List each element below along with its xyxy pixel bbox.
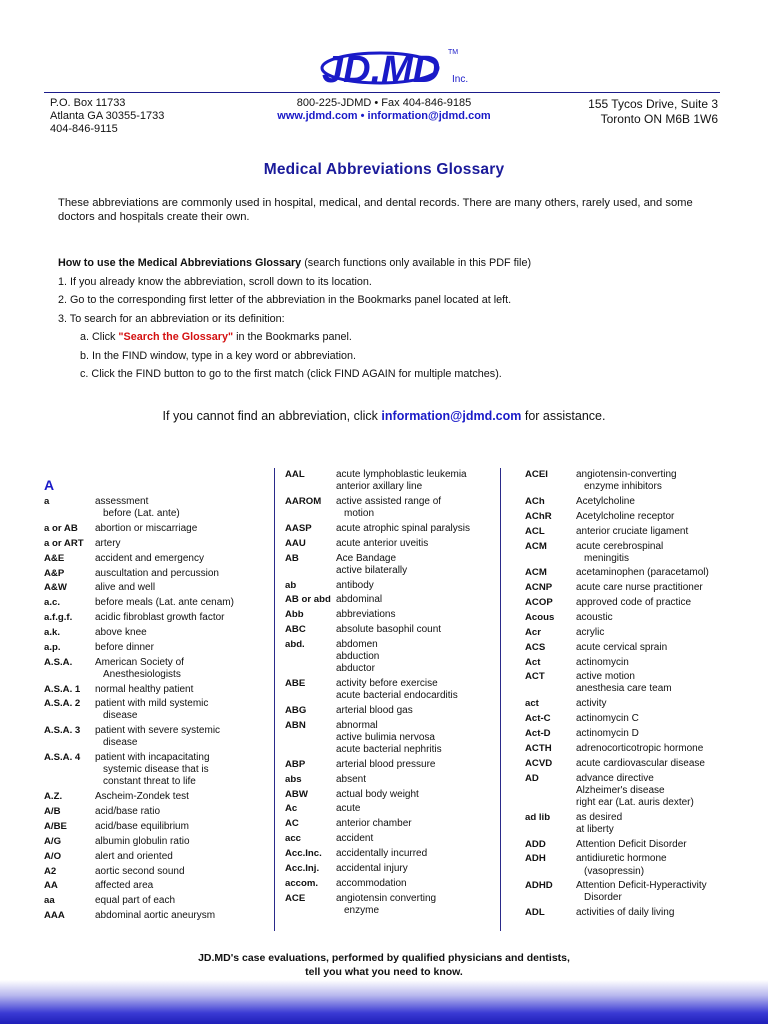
definition-line: Acetylcholine — [576, 495, 635, 507]
definition — [336, 803, 360, 815]
abbreviation: AAA — [44, 910, 65, 922]
definition — [336, 678, 458, 702]
definition-line: affected area — [95, 880, 154, 892]
address-line: Atlanta GA 30355-1733 — [50, 110, 165, 122]
definition — [576, 657, 629, 669]
definition-line: Anesthesiologists — [103, 668, 181, 680]
definition-line: actinomycin D — [576, 728, 639, 740]
definition-line: Acetylcholine receptor — [576, 510, 675, 522]
definition-line: acid/base equilibrium — [95, 821, 189, 833]
definition-line: antibody — [336, 579, 374, 591]
definition — [95, 597, 234, 609]
definition — [576, 812, 622, 836]
assistance-line — [0, 409, 768, 423]
abbreviation: ad lib — [525, 811, 551, 823]
header-contact — [220, 97, 548, 123]
definition-line: accident and emergency — [95, 552, 204, 564]
definition-line: before meals (Lat. ante cenam) — [95, 597, 234, 609]
definition-line: acute anterior uveitis — [336, 537, 429, 549]
howto-head-note: (search functions only available in this PDF file) — [301, 257, 532, 269]
abbreviation: abs — [285, 773, 302, 785]
column-divider — [274, 468, 275, 931]
definition-line: activities of daily living — [576, 907, 675, 919]
definition-line: acute bacterial nephritis — [336, 743, 442, 755]
definition-line: disease — [103, 710, 138, 722]
howto-substep: c. Click the FIND button to go to the first match (click FIND AGAIN for multiple matches). — [80, 368, 502, 380]
abbreviation: A2 — [44, 865, 57, 877]
intro-paragraph: These abbreviations are commonly used in hospital, medical, and dental records. There are many others, rarely used, and some doctors and hospitals create their own. — [58, 197, 693, 223]
definition — [576, 541, 663, 565]
howto-step: 1. If you already know the abbreviation, scroll down to its location. — [58, 275, 372, 288]
abbreviation: A/O — [44, 850, 62, 862]
abbreviation: A.S.A. 4 — [44, 752, 81, 764]
definition-line: acute cerebrospinal — [576, 540, 664, 552]
substep-a-pre: a. Click — [80, 331, 119, 343]
definition-line: actinomycin C — [576, 713, 639, 725]
abbreviation: ACNP — [525, 582, 553, 594]
howto-step: 2. Go to the corresponding first letter of the abbreviation in the Bookmarks panel located at left. — [58, 294, 512, 306]
definition-line: abdomen — [336, 638, 378, 650]
abbreviation: acc — [285, 833, 302, 845]
abbreviation: A.S.A. — [44, 656, 73, 668]
definition-line: acidic fibroblast growth factor — [95, 612, 225, 624]
footer-line: JD.MD's case evaluations, performed by qualified physicians and dentists, — [198, 952, 570, 964]
definition-line: accidental injury — [336, 862, 408, 874]
definition-line: advance directive — [576, 772, 654, 784]
howto-step: 3. To search for an abbreviation or its definition: — [58, 312, 285, 325]
definition — [336, 469, 467, 493]
abbreviation: ACOP — [525, 597, 553, 609]
definition-line: abbreviations — [336, 609, 396, 621]
definition-line: active motion — [576, 671, 635, 683]
definition — [95, 806, 160, 818]
definition-line: enzyme — [344, 904, 380, 916]
abbreviation: ABE — [285, 678, 306, 689]
address-line: P.O. Box 11733 — [50, 97, 126, 109]
abbreviation: AC — [285, 818, 299, 830]
abbreviation: Acc.Inj. — [285, 862, 320, 874]
abbreviation: ACL — [525, 525, 545, 537]
definition — [576, 597, 691, 609]
page-title: Medical Abbreviations Glossary — [263, 161, 505, 178]
definition-line: acute atrophic spinal paralysis — [336, 522, 470, 534]
definition — [576, 839, 687, 851]
abbreviation: ACVD — [525, 757, 553, 769]
footer-gradient-band — [0, 980, 768, 1024]
definition — [576, 713, 639, 725]
abbreviation: A/BE — [44, 821, 67, 833]
definition — [336, 720, 442, 756]
definition-line: (vasopressin) — [584, 865, 645, 877]
abbreviation: Act-D — [525, 728, 551, 740]
definition — [95, 627, 147, 639]
definition-line: actinomycin — [576, 656, 629, 668]
definition — [95, 895, 175, 907]
definition — [576, 743, 703, 755]
abbreviation: A/B — [44, 806, 61, 818]
abbreviation: ADHD — [525, 880, 553, 892]
abbreviation: A&E — [44, 552, 65, 564]
abbreviation: AD — [525, 772, 539, 784]
howto-head: How to use the Medical Abbreviations Glossary — [58, 257, 302, 269]
definition-line: accommodation — [336, 877, 407, 889]
address-line: 404-846-9115 — [50, 123, 118, 135]
definition — [336, 833, 373, 845]
definition — [95, 642, 154, 654]
definition-line: arterial blood pressure — [336, 758, 436, 770]
header-mailing-address — [50, 97, 164, 136]
abbreviation: Act-C — [525, 713, 551, 725]
abbreviation: ACM — [525, 540, 547, 552]
definition-line: albumin globulin ratio — [95, 835, 190, 847]
abbreviation: a.p. — [44, 641, 61, 653]
web-email-links[interactable]: www.jdmd.com • information@jdmd.com — [277, 110, 491, 122]
abbreviation: Ac — [285, 803, 298, 815]
definition-line: acute bacterial endocarditis — [336, 690, 458, 702]
definition — [95, 725, 220, 749]
definition — [336, 705, 413, 717]
definition — [336, 789, 419, 801]
abbreviation: AAL — [285, 469, 305, 480]
definition-line: acute — [336, 803, 361, 815]
definition-line: activity — [576, 698, 607, 710]
definition-line: active bulimia nervosa — [336, 731, 435, 743]
howto-substep: b. In the FIND window, type in a key word or abbreviation. — [80, 349, 357, 362]
definition — [576, 567, 709, 579]
definition — [95, 538, 121, 550]
definition — [95, 698, 208, 722]
abbreviation: ACh — [525, 495, 545, 507]
definition-line: patient with severe systemic — [95, 725, 221, 737]
definition-line: anesthesia care team — [576, 683, 672, 695]
abbreviation: AA — [44, 880, 58, 892]
definition-line: patient with incapacitating — [95, 752, 210, 764]
definition — [576, 773, 694, 809]
definition — [576, 511, 674, 523]
definition-line: actual body weight — [336, 788, 419, 800]
definition-line: acetaminophen (paracetamol) — [576, 567, 709, 579]
definition — [336, 863, 408, 875]
abbreviation: ADD — [525, 838, 546, 850]
definition-line: artery — [95, 537, 121, 549]
definition-line: accidentally incurred — [336, 847, 428, 859]
abbreviation: Acous — [525, 612, 555, 623]
definition — [576, 698, 607, 710]
definition-line: Ace Bandage — [336, 552, 397, 564]
definition — [576, 496, 635, 508]
definition-line: abortion or miscarriage — [95, 522, 198, 534]
definition — [336, 818, 412, 830]
howto-substep — [58, 328, 738, 347]
definition-line: constant threat to life — [103, 776, 196, 788]
footer-tagline — [0, 951, 768, 979]
definition-line: alert and oriented — [95, 850, 173, 862]
definition-line: before dinner — [95, 641, 154, 653]
definition-line: approved code of practice — [576, 597, 692, 609]
definition — [336, 580, 374, 592]
definition-line: angiotensin-converting — [576, 469, 677, 480]
definition-line: as desired — [576, 811, 623, 823]
abbreviation: A.S.A. 1 — [44, 683, 81, 695]
definition — [336, 553, 407, 577]
abbreviation: aa — [44, 895, 55, 907]
logo-tm: TM — [448, 49, 459, 56]
definition — [576, 880, 707, 904]
definition — [576, 627, 604, 639]
abbreviation: A.S.A. 2 — [44, 698, 81, 710]
definition — [336, 848, 427, 860]
definition-line: Attention Deficit-Hyperactivity — [576, 880, 707, 892]
logo-inc: Inc. — [452, 74, 469, 85]
definition — [336, 594, 382, 606]
howto-heading — [58, 254, 738, 273]
definition — [95, 791, 189, 803]
abbreviation: A.Z. — [44, 791, 63, 803]
definition-line: absent — [336, 773, 367, 785]
definition — [336, 523, 470, 535]
definition-line: Ascheim-Zondek test — [95, 791, 189, 803]
definition-line: assessment — [95, 496, 149, 507]
definition — [95, 612, 225, 624]
definition-line: anterior chamber — [336, 818, 412, 830]
definition-line: right ear (Lat. auris dexter) — [576, 796, 694, 808]
definition — [336, 496, 441, 520]
abbreviation: AAU — [285, 537, 306, 549]
definition-line: Attention Deficit Disorder — [576, 838, 687, 850]
abbreviation: A&P — [44, 567, 65, 579]
definition — [576, 907, 674, 919]
abbreviation: Acr — [525, 626, 541, 638]
definition — [95, 657, 184, 681]
logo-text: JD.MD — [322, 49, 441, 90]
definition — [336, 878, 407, 890]
abbreviation: A&W — [44, 582, 67, 594]
abbreviation: ACS — [525, 641, 546, 653]
abbreviation: Abb — [285, 609, 304, 621]
abbreviation: a.c. — [44, 597, 61, 609]
abbreviation: ab — [285, 579, 297, 591]
definition-line: systemic disease that is — [103, 764, 209, 776]
definition-line: acute lymphoblastic leukemia — [336, 469, 467, 480]
how-to-instructions — [58, 254, 738, 384]
definition — [576, 469, 677, 493]
abbreviation: a.f.g.f. — [44, 612, 73, 624]
definition — [336, 639, 379, 675]
search-glossary-label: "Search the Glossary" — [118, 331, 234, 343]
definition-line: anterior cruciate ligament — [576, 525, 689, 537]
abbreviation: ACEI — [525, 469, 548, 480]
address-line: Toronto ON M6B 1W6 — [600, 112, 718, 126]
jdmd-logo — [318, 44, 478, 90]
abbreviation: ABN — [285, 719, 306, 731]
definition-line: Alzheimer's disease — [576, 784, 665, 796]
definition-line: acute care nurse practitioner — [576, 582, 703, 594]
assistance-post: for assistance. — [521, 409, 606, 423]
definition-line: abnormal — [336, 719, 378, 731]
definition — [95, 880, 153, 892]
assistance-email-link[interactable]: information@jdmd.com — [381, 409, 522, 423]
definition — [95, 496, 180, 520]
abbreviation: a or ART — [44, 537, 84, 549]
definition-line: active bilaterally — [336, 564, 408, 576]
abbreviation: A.S.A. 3 — [44, 725, 81, 737]
definition-line: arterial blood gas — [336, 704, 413, 716]
abbreviation: ABP — [285, 758, 306, 770]
definition-line: acrylic — [576, 626, 605, 638]
definition-line: equal part of each — [95, 895, 176, 907]
definition — [95, 553, 204, 565]
abbreviation: AAROM — [285, 495, 322, 507]
definition — [95, 752, 210, 788]
abbreviation: AB — [285, 552, 299, 564]
definition — [576, 728, 639, 740]
definition-line: abdominal — [336, 594, 383, 606]
phone-fax: 800-225-JDMD • Fax 404-846-9185 — [296, 97, 472, 109]
abbreviation: A/G — [44, 835, 62, 847]
definition-line: accident — [336, 833, 374, 845]
substep-a-post: in the Bookmarks panel. — [233, 331, 352, 343]
definition — [95, 523, 197, 535]
definition-line: adrenocorticotropic hormone — [576, 742, 704, 754]
abbreviation: ACM — [525, 567, 547, 579]
definition-line: motion — [344, 508, 375, 520]
definition — [336, 893, 436, 917]
header-street-address — [588, 97, 718, 127]
column-divider — [500, 468, 501, 931]
definition-line: abductor — [336, 663, 375, 675]
definition — [336, 624, 441, 636]
definition-line: abduction — [336, 651, 380, 663]
definition — [95, 568, 219, 580]
definition — [576, 671, 672, 695]
header-divider — [44, 92, 720, 93]
assistance-pre: If you cannot find an abbreviation, click — [162, 409, 382, 423]
definition-line: above knee — [95, 626, 147, 638]
definition — [576, 853, 667, 877]
abbreviation: AB or abd — [285, 594, 331, 606]
abbreviation: a.k. — [44, 626, 61, 638]
definition — [336, 759, 436, 771]
definition-line: aortic second sound — [95, 865, 185, 877]
definition-line: angiotensin converting — [336, 892, 437, 904]
abbreviation: accom. — [285, 877, 319, 889]
abbreviation: ACT — [525, 671, 545, 683]
abbreviation: ABG — [285, 704, 307, 716]
definition-line: patient with mild systemic — [95, 698, 209, 710]
definition — [576, 526, 688, 538]
section-letter: A — [44, 477, 55, 493]
definition-line: activity before exercise — [336, 678, 438, 689]
definition-line: meningitis — [584, 552, 630, 564]
definition-line: before (Lat. ante) — [103, 508, 180, 520]
definition — [95, 684, 193, 696]
definition — [576, 612, 613, 624]
definition — [95, 910, 215, 922]
definition — [95, 582, 155, 594]
definition-line: at liberty — [576, 823, 614, 835]
definition-line: disease — [103, 737, 138, 749]
abbreviation: AChR — [525, 510, 552, 522]
abbreviation: ADL — [525, 907, 545, 919]
definition — [336, 774, 366, 786]
definition-line: anterior axillary line — [336, 481, 423, 493]
abbreviation: act — [525, 698, 539, 710]
abbreviation: ABW — [285, 788, 308, 800]
definition — [95, 866, 185, 878]
abbreviation: Act — [525, 656, 541, 668]
definition-line: auscultation and percussion — [95, 567, 219, 579]
definition-line: Disorder — [584, 892, 622, 904]
definition — [336, 538, 428, 550]
abbreviation: ACE — [285, 892, 306, 904]
abbreviation: ADH — [525, 853, 546, 865]
abbreviation: a or AB — [44, 522, 78, 534]
definition-line: acoustic — [576, 612, 613, 623]
definition-line: acid/base ratio — [95, 806, 161, 818]
definition — [95, 851, 173, 863]
definition-line: acute cervical sprain — [576, 641, 668, 653]
definition-line: alive and well — [95, 582, 156, 594]
address-line: 155 Tycos Drive, Suite 3 — [588, 97, 718, 111]
definition-line: acute cardiovascular disease — [576, 757, 705, 769]
definition-line: American Society of — [95, 656, 184, 668]
definition-line: absolute basophil count — [336, 624, 442, 636]
abbreviation: a — [44, 496, 50, 507]
abbreviation: ABC — [285, 624, 306, 636]
definition — [576, 758, 705, 770]
definition — [576, 642, 667, 654]
definition-line: antidiuretic hormone — [576, 853, 667, 865]
definition — [576, 582, 703, 594]
abbreviation: AASP — [285, 522, 312, 534]
definition — [336, 609, 395, 621]
definition — [95, 836, 190, 848]
definition-line: enzyme inhibitors — [584, 481, 662, 493]
footer-line: tell you what you need to know. — [305, 966, 463, 978]
definition — [95, 821, 189, 833]
definition-line: normal healthy patient — [95, 683, 194, 695]
definition-line: abdominal aortic aneurysm — [95, 910, 216, 922]
abbreviation: ACTH — [525, 742, 552, 754]
abbreviation: Acc.Inc. — [285, 847, 322, 859]
abbreviation: abd. — [285, 638, 305, 650]
definition-line: active assisted range of — [336, 495, 442, 507]
